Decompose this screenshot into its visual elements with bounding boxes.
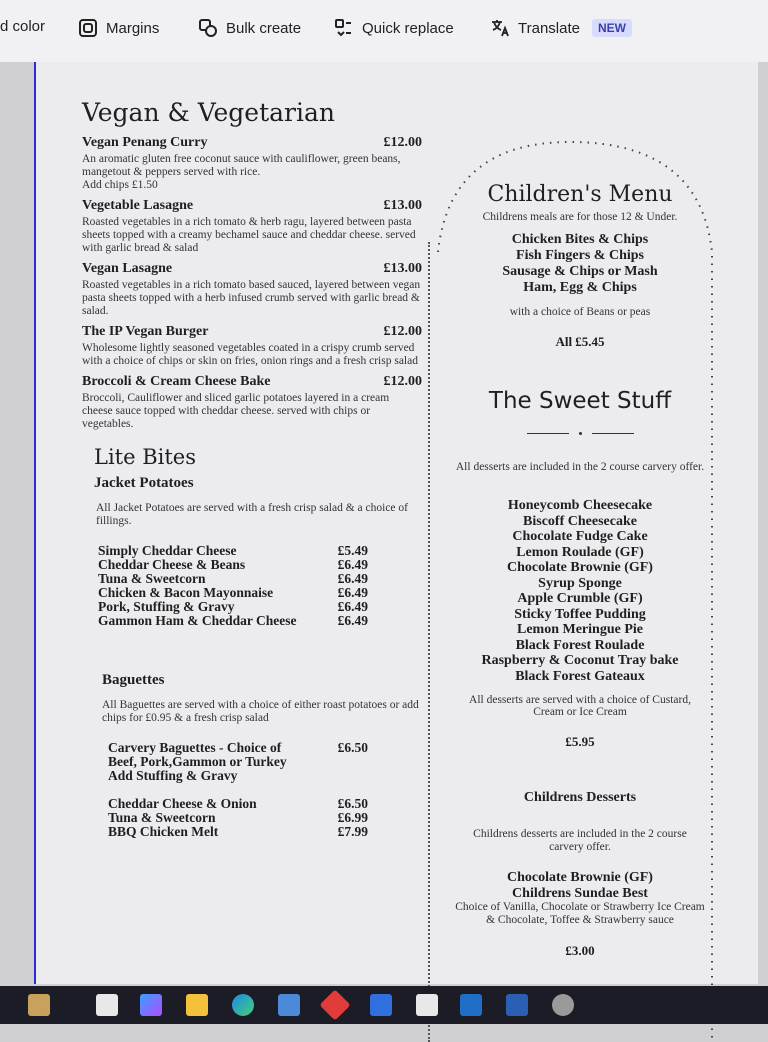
dish-extra: Add chips £1.50: [82, 179, 158, 191]
list-item: [108, 769, 368, 783]
list-item: Chicken Bites & Chips: [511, 232, 649, 247]
sweet-served: All desserts are served with a choice of Custard, Cream or Ice Cream: [469, 694, 691, 718]
childrens-desserts-price: £3.00: [565, 943, 595, 958]
item-name: Cheddar Cheese & Onion: [108, 796, 257, 811]
translate-icon: [490, 18, 510, 38]
list-item: [98, 544, 368, 558]
file-explorer-icon[interactable]: [186, 994, 208, 1016]
item-price: £6.49: [337, 585, 368, 600]
dish-price: £13.00: [383, 261, 422, 276]
right-column: [455, 132, 705, 959]
list-item: Raspberry & Coconut Tray bake: [481, 653, 679, 668]
item-name: Beef, Pork,Gammon or Turkey: [108, 754, 287, 769]
list-item: Childrens Sundae Best: [512, 885, 648, 901]
list-item: Black Forest Gateaux: [515, 668, 645, 684]
list-item: Lemon Meringue Pie: [517, 622, 643, 637]
item-price: £6.49: [337, 599, 368, 614]
dish-name: Vegan Penang Curry: [82, 135, 208, 150]
sweet-price: £5.95: [565, 734, 595, 749]
color-label: d color: [0, 18, 46, 35]
dish-item: [82, 198, 422, 255]
item-name: Cheddar Cheese & Beans: [98, 557, 246, 572]
item-name: Carvery Baguettes - Choice of: [108, 740, 282, 755]
dish-desc: An aromatic gluten free coconut sauce with cauliflower, green beans, mangetout & peppers served with rice.: [82, 153, 401, 178]
design-canvas: [0, 62, 768, 986]
color-button[interactable]: [0, 18, 45, 35]
app-s-icon[interactable]: [416, 994, 438, 1016]
item-name: Pork, Stuffing & Gravy: [98, 599, 235, 614]
childrens-note: Childrens meals are for those 12 & Under.: [482, 211, 678, 223]
list-item: [108, 811, 368, 825]
item-name: Chicken & Bacon Mayonnaise: [98, 585, 274, 600]
sweet-note: All desserts are included in the 2 course carvery offer.: [455, 461, 705, 473]
childrens-choice: with a choice of Beans or peas: [509, 306, 651, 318]
sweet-stuff-title: The Sweet Stuff: [488, 388, 672, 414]
childrens-menu-title: Children's Menu: [487, 182, 673, 207]
list-item: Chocolate Brownie (GF): [507, 870, 653, 885]
quick-replace-label: Quick replace: [362, 19, 454, 37]
word-icon[interactable]: [506, 994, 528, 1016]
childrens-desserts-title: Childrens Desserts: [523, 790, 637, 805]
item-name: Add Stuffing & Gravy: [108, 768, 238, 783]
item-name: Gammon Ham & Cheddar Cheese: [98, 613, 297, 628]
music-icon[interactable]: [28, 994, 50, 1016]
list-item: Chocolate Fudge Cake: [512, 529, 648, 544]
quick-replace-icon: [334, 18, 354, 38]
list-item: Lemon Roulade (GF): [516, 544, 644, 560]
list-item: [98, 614, 368, 628]
list-item: Sticky Toffee Pudding: [514, 606, 646, 622]
store-icon[interactable]: [278, 994, 300, 1016]
dish-desc: Wholesome lightly seasoned vegetables coated in a crispy crumb served with a choice of chips or skin on fries, onion rings and a fresh crisp salad: [82, 342, 418, 367]
list-item: Syrup Sponge: [538, 575, 622, 591]
childrens-desserts-list: [455, 870, 705, 901]
list-item: Black Forest Roulade: [515, 637, 645, 653]
bulk-create-button[interactable]: [198, 18, 301, 38]
outlook-icon[interactable]: [460, 994, 482, 1016]
list-item: [98, 558, 368, 572]
margins-button[interactable]: [78, 18, 159, 38]
copilot-icon[interactable]: [140, 994, 162, 1016]
list-item: [98, 600, 368, 614]
baguettes-title: Baguettes: [102, 672, 165, 688]
jacket-potatoes-title: Jacket Potatoes: [94, 475, 194, 491]
column-divider: [428, 242, 430, 1042]
margins-label: Margins: [106, 19, 160, 37]
childrens-items: [455, 232, 705, 296]
baguettes-note: All Baguettes are served with a choice of either roast potatoes or add chips for £0.95 & a fresh crisp salad: [102, 699, 419, 724]
item-name: BBQ Chicken Melt: [108, 824, 219, 839]
item-price: £5.49: [337, 543, 368, 558]
dish-item: [82, 374, 422, 431]
item-name: Tuna & Sweetcorn: [108, 810, 216, 825]
quick-replace-button[interactable]: [334, 18, 454, 38]
edge-icon[interactable]: [232, 994, 254, 1016]
top-toolbar: [0, 0, 768, 62]
list-item: Ham, Egg & Chips: [523, 280, 637, 295]
list-item: [108, 741, 368, 755]
jacket-list: [98, 544, 368, 628]
list-item: Sausage & Chips or Mash: [502, 264, 658, 279]
list-item: [98, 586, 368, 600]
translate-button[interactable]: [490, 18, 632, 38]
dropbox-icon[interactable]: [370, 994, 392, 1016]
lite-bites-title: Lite Bites: [94, 445, 196, 469]
dish-item: [82, 135, 422, 192]
bulk-create-label: Bulk create: [226, 19, 302, 37]
margins-icon: [78, 18, 98, 38]
item-price: £6.49: [337, 613, 368, 628]
dish-name: Broccoli & Cream Cheese Bake: [82, 374, 271, 389]
dish-name: Vegetable Lasagne: [82, 198, 194, 213]
dish-desc: Broccoli, Cauliflower and sliced garlic potatoes layered in a cream cheese sauce topped with cheddar cheese. served with chips or vegetables.: [82, 392, 390, 430]
item-price: £6.49: [337, 557, 368, 572]
list-item: Apple Crumble (GF): [517, 591, 643, 606]
dish-price: £12.00: [383, 324, 422, 339]
item-price: £6.50: [337, 740, 368, 755]
page-margin-line: [34, 62, 36, 984]
list-item: Biscoff Cheesecake: [523, 513, 637, 529]
item-price: £6.99: [337, 810, 368, 825]
item-name: Simply Cheddar Cheese: [98, 543, 237, 558]
windows-taskbar: [0, 986, 768, 1024]
new-badge: NEW: [592, 19, 632, 37]
translate-label: Translate: [518, 19, 580, 37]
dish-name: Vegan Lasagne: [82, 261, 173, 276]
list-item: Fish Fingers & Chips: [516, 248, 644, 263]
jacket-note: All Jacket Potatoes are served with a fresh crisp salad & a choice of fillings.: [96, 502, 408, 527]
app-red-icon[interactable]: [319, 989, 350, 1020]
dish-price: £12.00: [383, 374, 422, 389]
task-view-icon[interactable]: [96, 994, 118, 1016]
dish-price: £12.00: [383, 135, 422, 150]
vegan-title: Vegan & Vegetarian: [82, 98, 335, 127]
item-price: £6.50: [337, 796, 368, 811]
dish-desc: Roasted vegetables in a rich tomato based sauced, layered between vegan pasta sheets topped with a herb infused crumb served with garlic bread & salad.: [82, 279, 421, 317]
list-item: [108, 797, 368, 811]
list-item: Chocolate Brownie (GF): [507, 560, 653, 575]
list-item: [98, 572, 368, 586]
list-item: [108, 825, 368, 839]
dish-item: [82, 261, 422, 318]
item-price: £6.49: [337, 571, 368, 586]
dish-item: [82, 324, 422, 368]
dish-name: The IP Vegan Burger: [82, 324, 209, 339]
dish-price: £13.00: [383, 198, 422, 213]
list-item: [108, 755, 368, 769]
divider: [455, 432, 705, 435]
settings-icon[interactable]: [552, 994, 574, 1016]
item-price: £7.99: [337, 824, 368, 839]
baguettes-list: [108, 741, 368, 839]
childrens-desserts-note: Childrens desserts are included in the 2 course carvery offer.: [473, 828, 687, 853]
item-name: Tuna & Sweetcorn: [98, 571, 206, 586]
bulk-create-icon: [198, 18, 218, 38]
sweet-list: [455, 498, 705, 684]
left-column: [82, 98, 422, 839]
childrens-price: All £5.45: [555, 334, 605, 349]
childrens-desserts-choice: Choice of Vanilla, Chocolate or Strawberry Ice Cream & Chocolate, Toffee & Strawberry sauce: [455, 901, 705, 926]
dish-desc: Roasted vegetables in a rich tomato & herb ragu, layered between pasta sheets topped with a creamy bechamel sauce and cheddar cheese. served with garlic bread & salad: [82, 216, 416, 254]
list-item: Honeycomb Cheesecake: [507, 498, 653, 513]
